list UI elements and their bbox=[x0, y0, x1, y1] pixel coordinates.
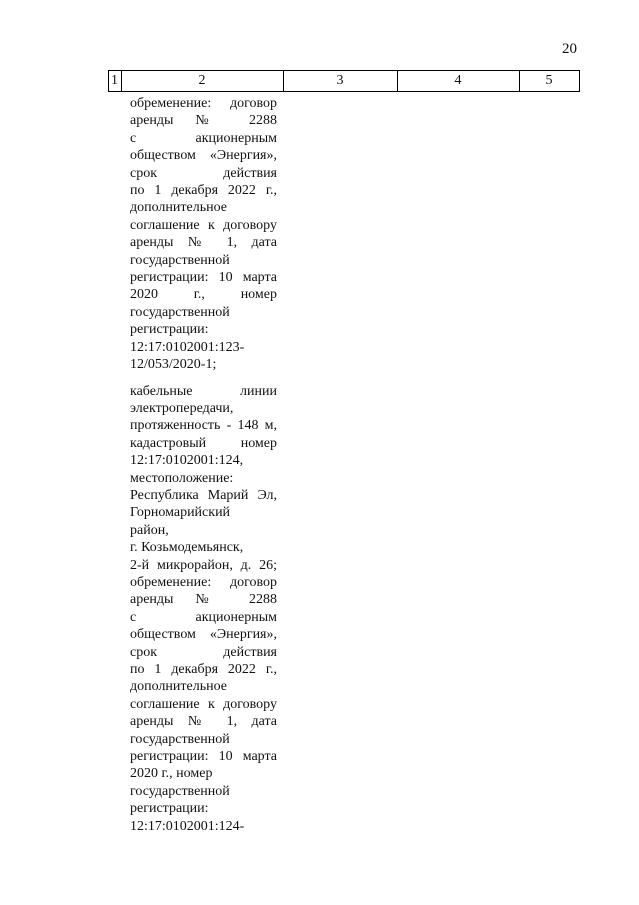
text-line: 2-й микрорайон, д. 26; bbox=[130, 557, 277, 573]
text-line: район, bbox=[130, 522, 169, 538]
text-line: 2020 г., номер bbox=[130, 287, 277, 303]
text-line: обществом «Энергия», bbox=[130, 148, 277, 164]
column-number-4: 4 bbox=[454, 73, 462, 88]
text-line: Республика Марий Эл, bbox=[130, 487, 277, 503]
text-line: государственной bbox=[130, 783, 230, 799]
text-line: аренды № 1, дата bbox=[130, 714, 277, 730]
column-divider bbox=[579, 71, 580, 91]
column-number-2: 2 bbox=[198, 73, 206, 88]
text-line: 12:17:0102001:124- bbox=[130, 818, 245, 834]
text-line: регистрации: 10 марта bbox=[130, 749, 277, 765]
text-line: аренды № 1, дата bbox=[130, 235, 277, 251]
text-line: обществом «Энергия», bbox=[130, 627, 277, 643]
encumbrance-entry bbox=[130, 95, 277, 374]
text-line: Горномарийский bbox=[130, 505, 231, 521]
text-line: 12/053/2020-1; bbox=[130, 357, 217, 373]
text-line: государственной bbox=[130, 304, 230, 320]
column-number-5: 5 bbox=[545, 73, 553, 88]
text-line: соглашение к договору bbox=[130, 696, 277, 712]
text-line: 12:17:0102001:123- bbox=[130, 339, 245, 355]
text-line: аренды № 2288 bbox=[130, 113, 277, 129]
text-line: соглашение к договору bbox=[130, 217, 277, 233]
column-number-1: 1 bbox=[111, 73, 118, 88]
text-line: по 1 декабря 2022 г., bbox=[130, 662, 277, 677]
column-2-content bbox=[130, 95, 277, 835]
text-line: дополнительное bbox=[130, 200, 227, 216]
text-line: обременение: договор bbox=[130, 574, 277, 590]
column-number-header bbox=[108, 70, 580, 92]
text-line: с акционерным bbox=[130, 609, 277, 625]
text-line: обременение: договор bbox=[130, 96, 277, 111]
text-line: протяженность - 148 м, bbox=[130, 418, 277, 434]
text-line: государственной bbox=[130, 731, 230, 747]
text-line: кабельные линии bbox=[130, 383, 277, 399]
text-line: кадастровый номер bbox=[130, 435, 277, 451]
text-line: дополнительное bbox=[130, 679, 227, 695]
text-line: с акционерным bbox=[130, 130, 277, 146]
cable-lines-entry bbox=[130, 383, 277, 836]
paragraph-gap bbox=[130, 374, 277, 383]
text-line: срок действия bbox=[130, 644, 277, 660]
text-line: регистрации: bbox=[130, 322, 209, 338]
text-line: г. Козьмодемьянск, bbox=[130, 540, 244, 556]
page-number: 20 bbox=[562, 41, 577, 57]
text-line: электропередачи, bbox=[130, 400, 234, 416]
text-line: срок действия bbox=[130, 165, 277, 181]
text-line: местоположение: bbox=[130, 470, 234, 486]
text-line: 2020 г., номер bbox=[130, 766, 213, 782]
column-number-3: 3 bbox=[336, 73, 344, 88]
text-line: регистрации: 10 марта bbox=[130, 270, 277, 286]
text-line: аренды № 2288 bbox=[130, 592, 277, 608]
text-line: 12:17:0102001:124, bbox=[130, 453, 244, 469]
text-line: по 1 декабря 2022 г., bbox=[130, 183, 277, 199]
text-line: регистрации: bbox=[130, 801, 209, 817]
text-line: государственной bbox=[130, 252, 230, 268]
